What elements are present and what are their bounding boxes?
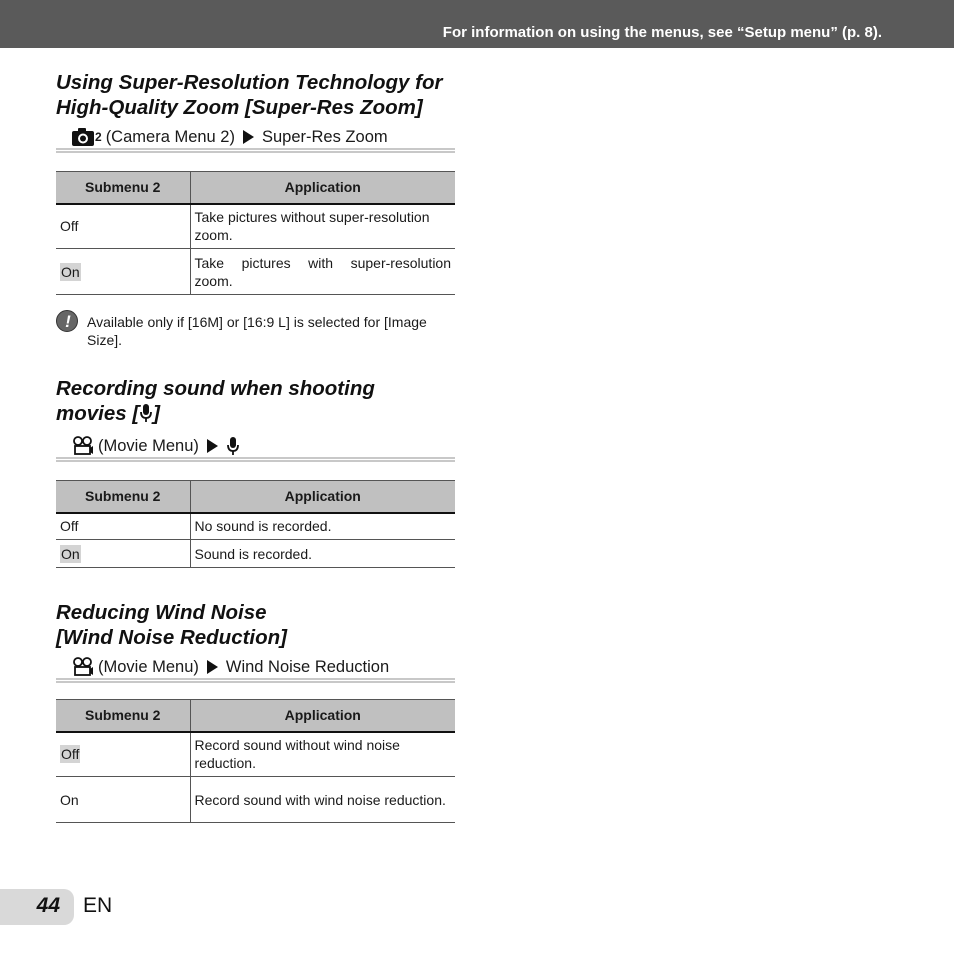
section-wind-noise [56, 600, 455, 823]
submenu-value-default: On [61, 545, 80, 562]
microphone-icon [139, 403, 153, 429]
header-text: For information on using the menus, see “Setup menu” (p. 8). [442, 24, 882, 41]
path-rule [56, 678, 455, 683]
menu-path-menu: (Movie Menu) [98, 437, 199, 455]
submenu-value: On [60, 791, 79, 808]
application-text: Take pictures with super-resolution zoom. [190, 249, 455, 295]
application-text: Take pictures without super-resolution zoom. [190, 204, 455, 249]
application-text: Record sound without wind noise reduction. [190, 732, 455, 777]
arrow-right-icon [207, 439, 218, 453]
settings-table [56, 480, 455, 568]
menu-path [56, 436, 455, 462]
camera-2-icon: 2 [72, 127, 102, 147]
table-header-row: Submenu 2 Application [56, 700, 455, 732]
settings-table [56, 699, 455, 823]
submenu-value: Off [60, 218, 79, 235]
section-super-res-zoom [56, 70, 455, 295]
page-number: 44 [36, 894, 60, 917]
table-header-row: Submenu 2 Application [56, 481, 455, 513]
arrow-right-icon [243, 130, 254, 144]
menu-path-item: Wind Noise Reduction [225, 658, 390, 676]
movie-icon [72, 436, 94, 456]
movie-icon [72, 657, 94, 677]
section-title: Using Super-Resolution Technology for High-Quality Zoom [Super-Res Zoom] [56, 71, 443, 119]
menu-path [56, 657, 455, 683]
note-text: Available only if [16M] or [16:9 L] is selected for [Image Size]. [87, 314, 427, 348]
table-row [56, 249, 455, 295]
section-title: Recording sound when shooting movies [ ] [56, 376, 455, 429]
menu-path-menu: (Camera Menu 2) [105, 128, 235, 146]
submenu-value-default: On [61, 263, 80, 280]
application-text: Record sound with wind noise reduction. [190, 777, 455, 823]
menu-path-menu: (Movie Menu) [98, 658, 199, 676]
application-text: Sound is recorded. [190, 540, 455, 568]
microphone-icon [226, 436, 240, 456]
arrow-right-icon [207, 660, 218, 674]
path-rule [56, 457, 455, 462]
caution-icon: ! [56, 310, 78, 332]
settings-table [56, 171, 455, 295]
submenu-value: Off [60, 518, 79, 535]
section-title: Reducing Wind Noise [Wind Noise Reduction] [56, 601, 287, 649]
section-recording-sound [56, 376, 455, 568]
top-header-bar [0, 0, 954, 48]
table-row [56, 540, 455, 568]
page-number-tab [0, 889, 74, 925]
menu-path-item: Super-Res Zoom [261, 128, 388, 146]
submenu-value-default: Off [61, 746, 80, 763]
table-row [56, 204, 455, 249]
table-row [56, 777, 455, 823]
table-header-row: Submenu 2 Application [56, 172, 455, 204]
application-text: No sound is recorded. [190, 513, 455, 540]
page-language: EN [83, 894, 113, 917]
table-row [56, 513, 455, 540]
table-row [56, 732, 455, 777]
path-rule [56, 148, 455, 153]
menu-path [56, 127, 455, 153]
